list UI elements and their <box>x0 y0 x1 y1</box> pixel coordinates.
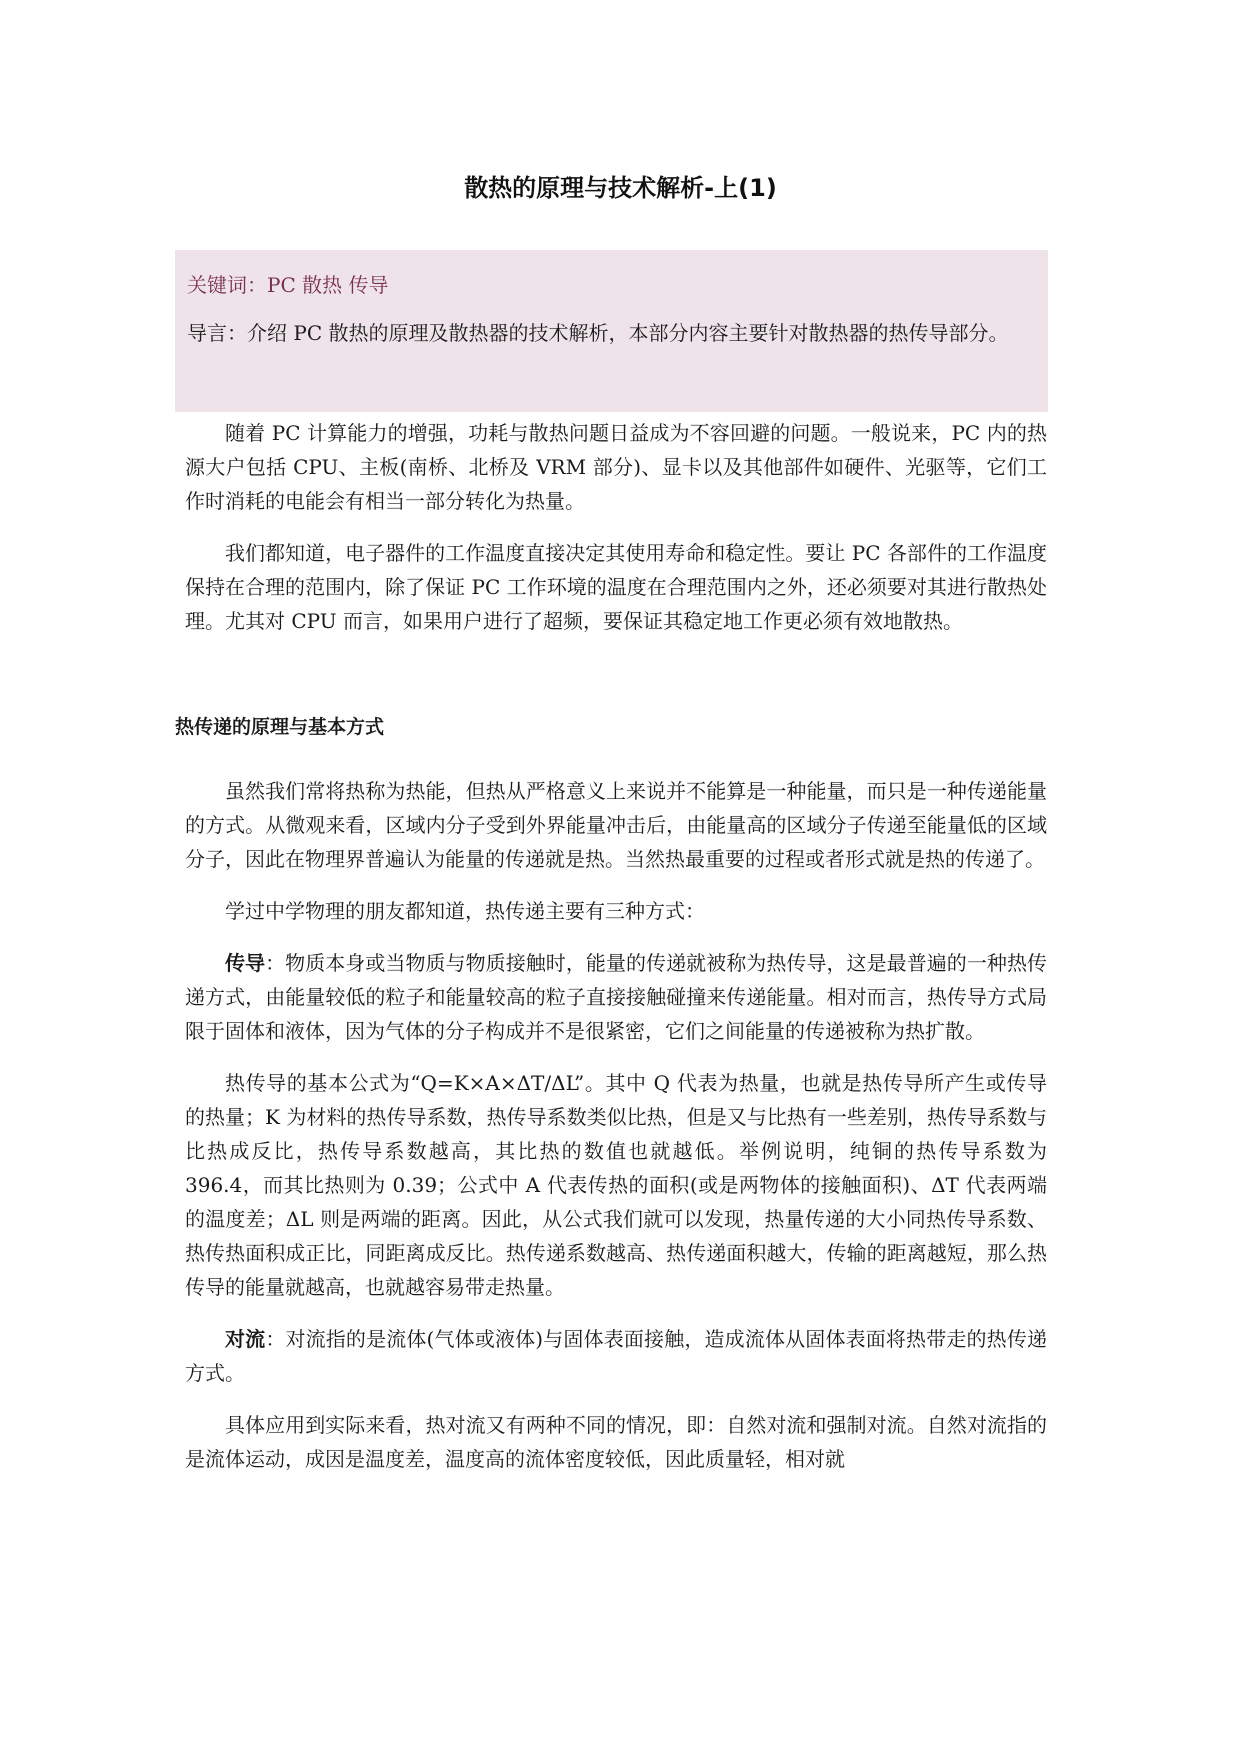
convection-text: ：对流指的是流体(气体或液体)与固体表面接触，造成流体从固体表面将热带走的热传递方式。 <box>185 1327 1047 1385</box>
conduction-term: 传导 <box>225 951 266 975</box>
abstract-box <box>175 250 1048 412</box>
section-heading: 热传递的原理与基本方式 <box>175 716 385 738</box>
intro-section <box>185 416 1047 656</box>
keywords-line: 关键词：PC 散热 传导 <box>187 273 389 297</box>
paragraph-convection-types: 具体应用到实际来看，热对流又有两种不同的情况，即：自然对流和强制对流。自然对流指的是流体运动，成因是温度差，温度高的流体密度较低，因此质量轻，相对就 <box>185 1413 1047 1471</box>
paragraph-formula: 热传导的基本公式为“Q=K×A×ΔT/ΔL”。其中 Q 代表为热量，也就是热传导所产生或传导的热量；K 为材料的热传导系数，热传导系数类似比热，但是又与比热有一些差别，热传导系数与比热成反比，热传导系数越高，其比热的数值也就越低。举例说明，纯铜的热传导系数为 396.4，而其比热则为 0.39；公式中 A 代表传热的面积(或是两物体的接触面积)、ΔT 代表两端的温度差；ΔL 则是两端的距离。因此，从公式我们就可以发现，热量传递的大小同热传导系数、热传热面积成正比，同距离成反比。热传递系数越高、热传递面积越大，传输的距离越短，那么热传导的能量就越高，也就越容易带走热量。 <box>185 1071 1047 1299</box>
paragraph-three-methods: 学过中学物理的朋友都知道，热传递主要有三种方式： <box>225 899 705 923</box>
conduction-text: ：物质本身或当物质与物质接触时，能量的传递就被称为热传导，这是最普遍的一种热传递方式，由能量较低的粒子和能量较高的粒子直接接触碰撞来传递能量。相对而言，热传导方式局限于固体和液体，因为气体的分子构成并不是很紧密，它们之间能量的传递被称为热扩散。 <box>185 951 1048 1043</box>
paragraph-conduction <box>185 946 1047 1048</box>
intro-text: 导言：介绍 PC 散热的原理及散热器的技术解析，本部分内容主要针对散热器的热传导部分。 <box>187 321 1009 345</box>
paragraph-convection <box>185 1322 1047 1390</box>
paragraph-heat-definition: 虽然我们常将热称为热能，但热从严格意义上来说并不能算是一种能量，而只是一种传递能量的方式。从微观来看，区域内分子受到外界能量冲击后，由能量高的区域分子传递至能量低的区域分子，因此在物理界普遍认为能量的传递就是热。当然热最重要的过程或者形式就是热的传递了。 <box>185 779 1047 871</box>
convection-term: 对流 <box>225 1327 266 1351</box>
heat-transfer-section <box>185 774 1047 1494</box>
paragraph-power-heat: 随着 PC 计算能力的增强，功耗与散热问题日益成为不容回避的问题。一般说来，PC 内的热源大户包括 CPU、主板(南桥、北桥及 VRM 部分)、显卡以及其他部件如硬件、光驱等，它们工作时消耗的电能会有相当一部分转化为热量。 <box>185 421 1047 513</box>
page-title: 散热的原理与技术解析-上(1) <box>464 174 777 202</box>
paragraph-temperature-stability: 我们都知道，电子器件的工作温度直接决定其使用寿命和稳定性。要让 PC 各部件的工作温度保持在合理的范围内，除了保证 PC 工作环境的温度在合理范围内之外，还必须要对其进行散热处理。尤其对 CPU 而言，如果用户进行了超频，要保证其稳定地工作更必须有效地散热。 <box>185 541 1047 633</box>
